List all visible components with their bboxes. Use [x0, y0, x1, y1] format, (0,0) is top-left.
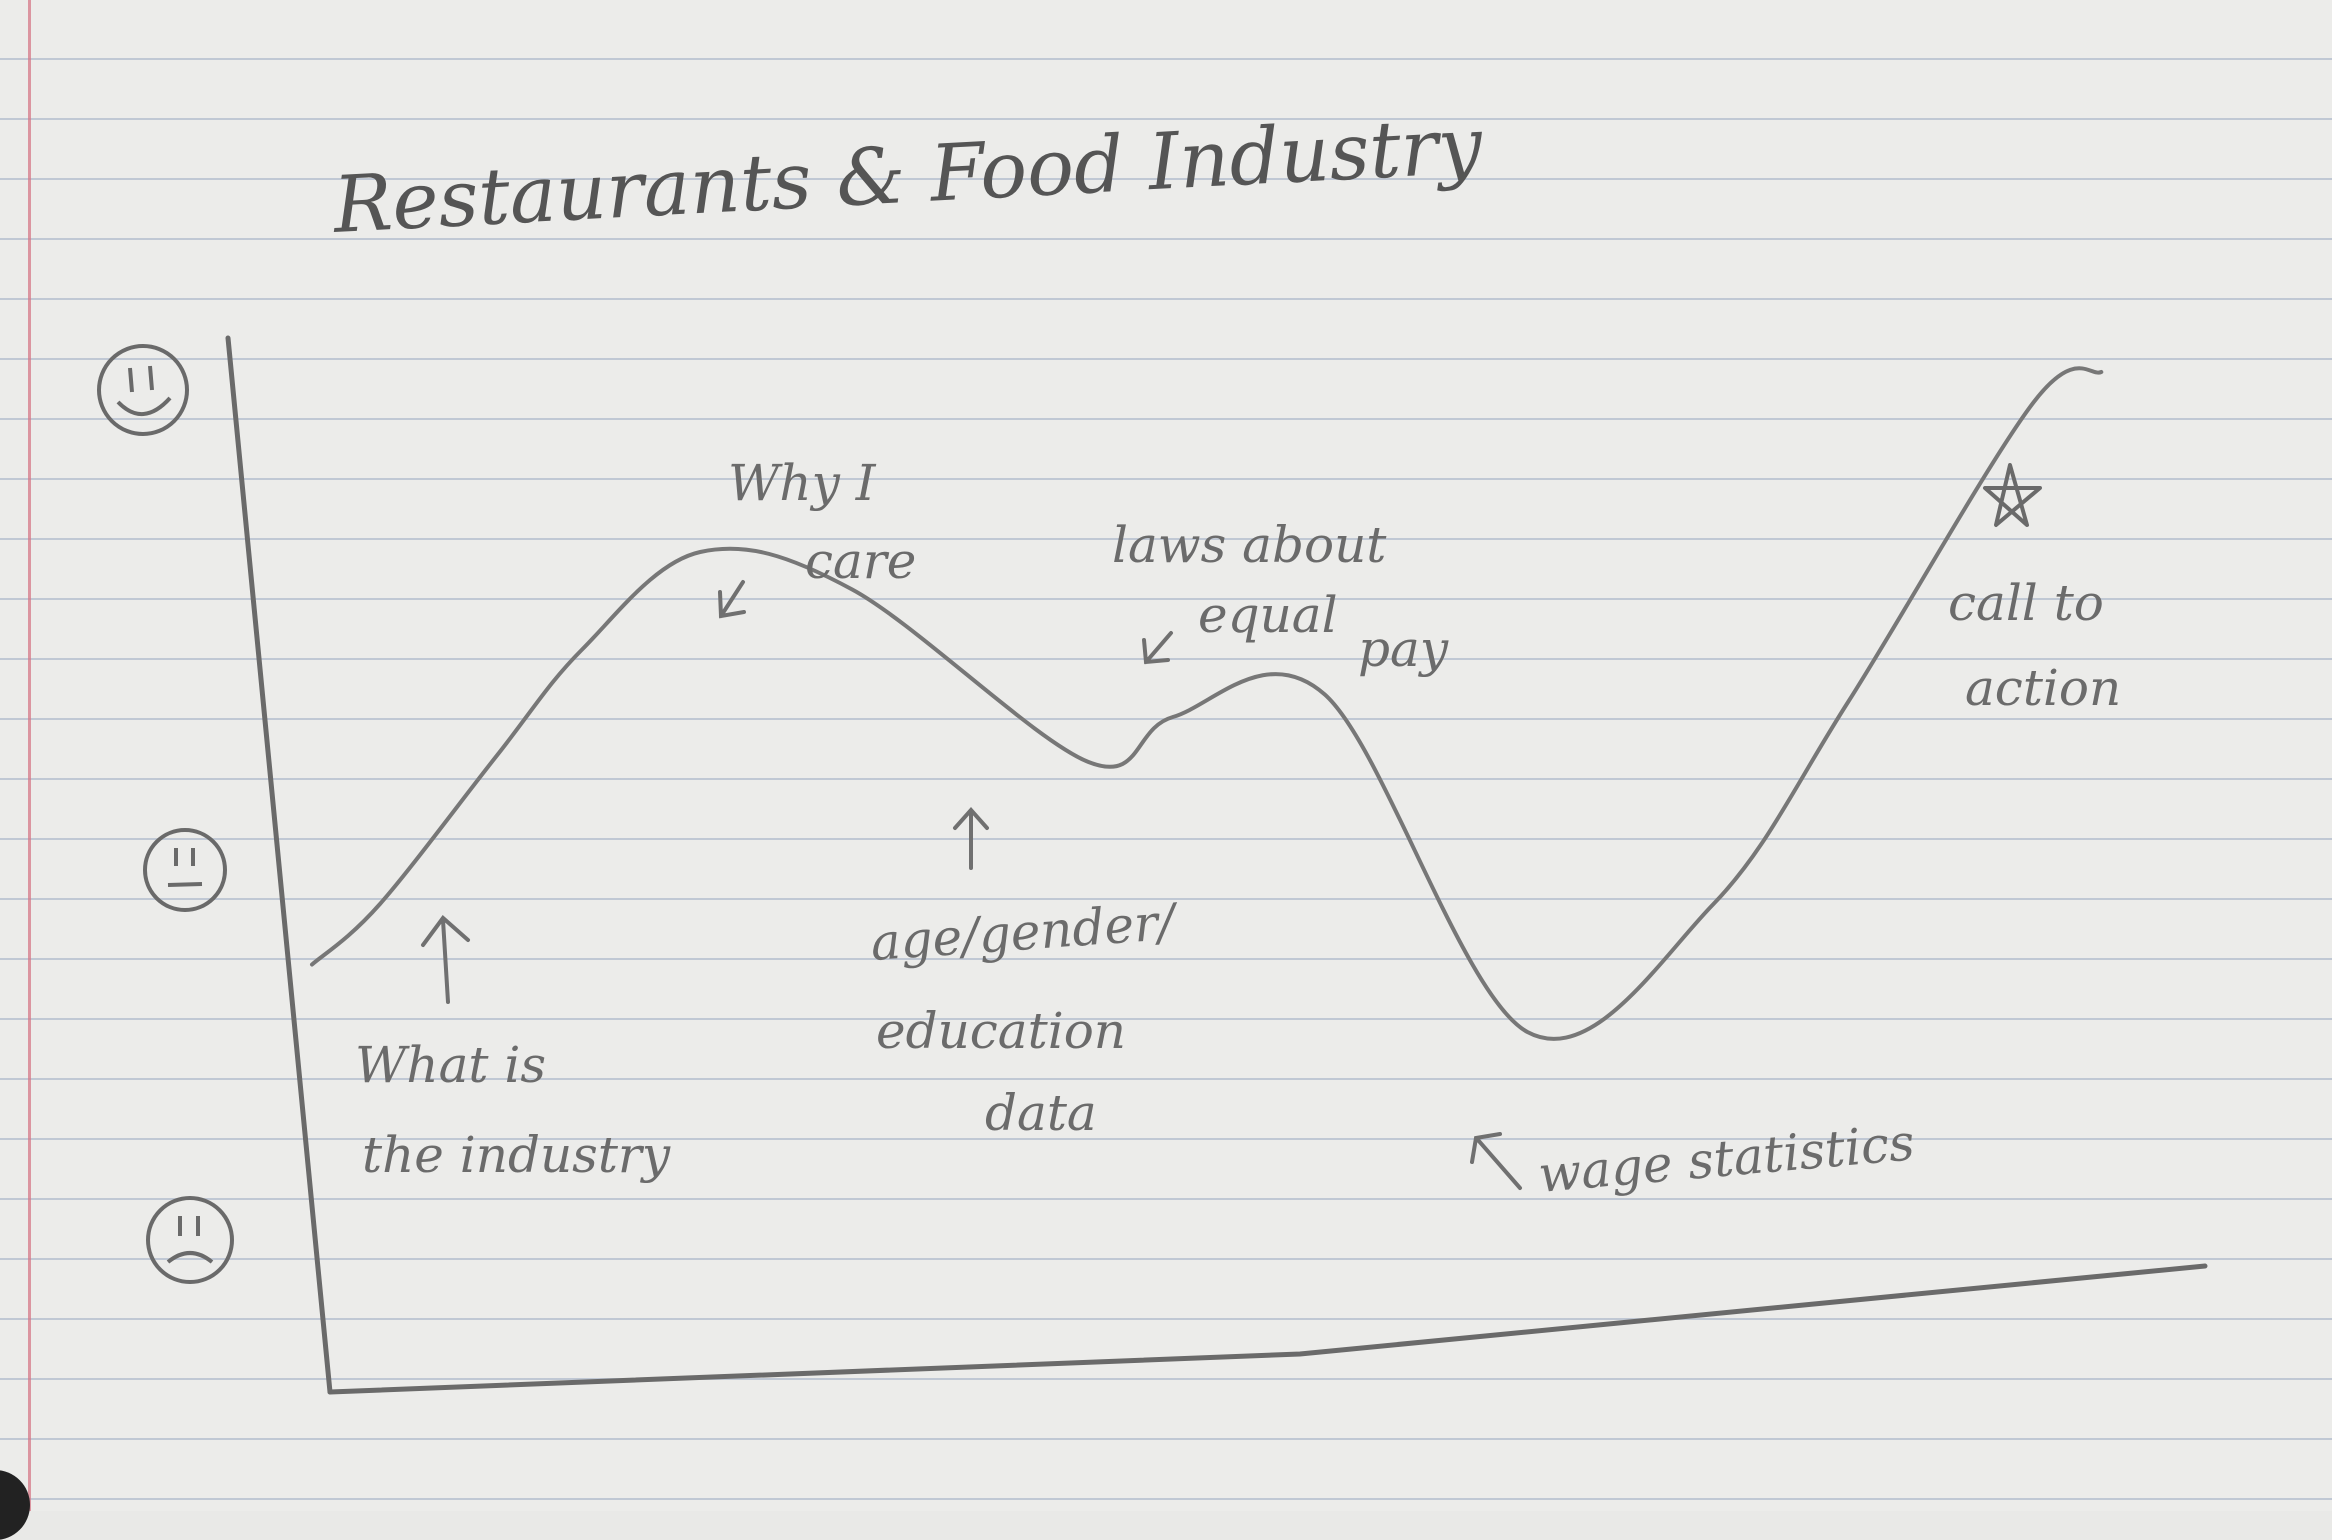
annotation-call-line2: action [1965, 659, 2122, 717]
annotation-what-line1: What is [355, 1036, 547, 1094]
annotation-why-line2: care [805, 532, 917, 590]
neutral-face-icon [145, 830, 225, 910]
arrow-laws-icon [1144, 633, 1171, 662]
star-icon [1985, 465, 2040, 525]
sad-face-icon [148, 1198, 232, 1282]
x-axis [330, 1266, 2205, 1392]
story-curve [312, 368, 2101, 1039]
happy-face-icon [99, 346, 187, 434]
annotation-call-line1: call to [1948, 574, 2104, 632]
arrow-wage-icon [1472, 1134, 1520, 1188]
annotation-laws-line1: laws about [1112, 516, 1387, 574]
annotation-why-line1: Why I [728, 454, 876, 512]
arrow-age-icon [955, 810, 987, 868]
y-axis [228, 338, 330, 1392]
arrow-what-icon [423, 918, 468, 1002]
annotation-age-line3: data [985, 1084, 1097, 1142]
annotation-laws-line3: pay [1358, 620, 1449, 678]
annotation-what-line2: the industry [362, 1126, 671, 1184]
annotation-age-line1: age/gender/ [868, 892, 1177, 972]
annotation-wage: wage statistics [1535, 1113, 1917, 1204]
arrow-why-icon [720, 582, 744, 616]
annotation-laws-line2: equal [1198, 586, 1338, 644]
chart-title: Restaurants & Food Industry [331, 100, 1485, 251]
annotation-age-line2: education [876, 1002, 1126, 1060]
